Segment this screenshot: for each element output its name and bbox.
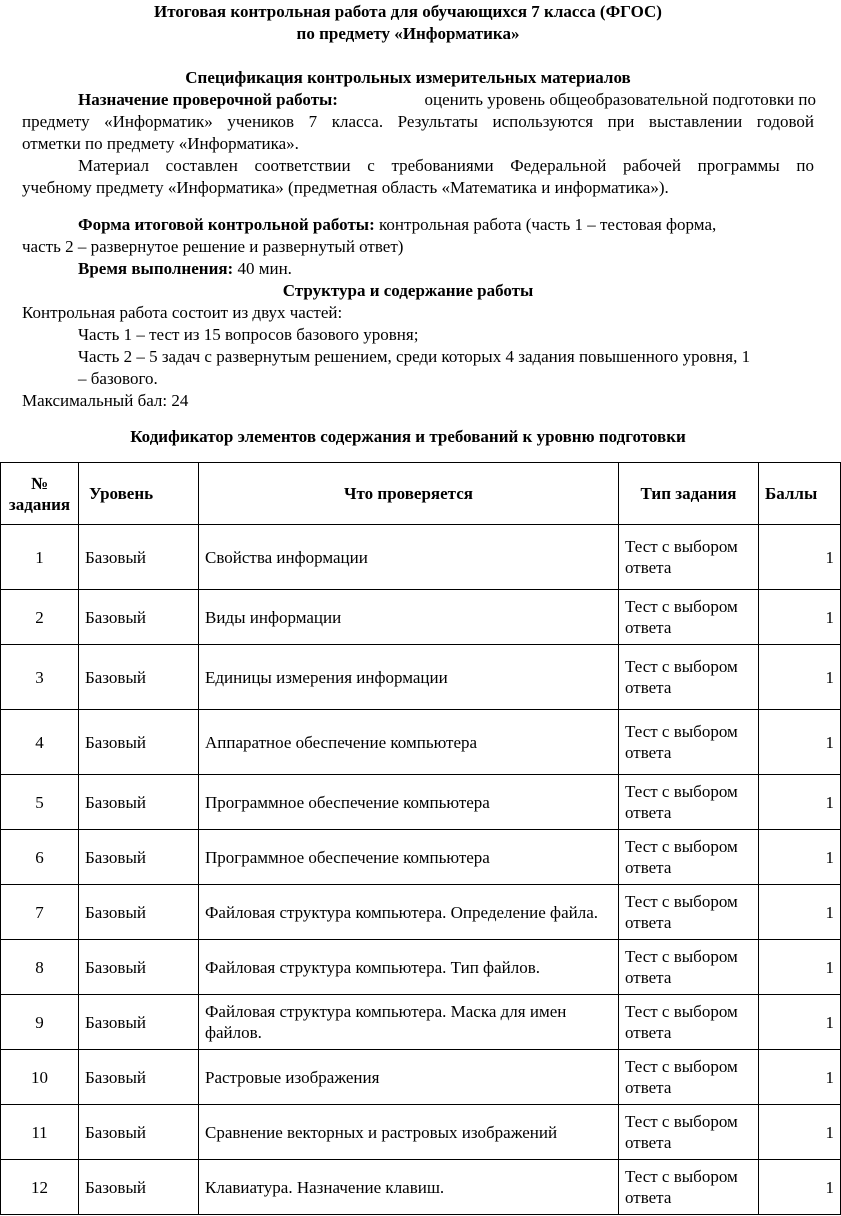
task-number-cell: 6: [1, 830, 79, 885]
points-cell: 1: [759, 590, 841, 645]
what-checked-cell: Файловая структура компьютера. Маска для имен файлов.: [199, 995, 619, 1050]
what-checked-cell: Файловая структура компьютера. Тип файлов.: [199, 940, 619, 995]
task-type-cell: Тест с выбором ответа: [619, 590, 759, 645]
table-row: [1, 590, 841, 645]
task-number-cell: 10: [1, 1050, 79, 1105]
structure-title: Структура и содержание работы: [282, 281, 534, 300]
level-cell: Базовый: [79, 1105, 199, 1160]
what-checked-cell: Программное обеспечение компьютера: [199, 775, 619, 830]
table-row: [1, 995, 841, 1050]
structure-intro: Контрольная работа состоит из двух частей:: [22, 303, 343, 322]
what-checked-cell: Растровые изображения: [199, 1050, 619, 1105]
task-type-cell: Тест с выбором ответа: [619, 995, 759, 1050]
table-header-row: [1, 463, 841, 525]
table-row: [1, 1050, 841, 1105]
what-checked-cell: Свойства информации: [199, 525, 619, 590]
purpose-text-start: оценить уровень общеобразовательной подготовки по: [424, 90, 816, 109]
level-cell: Базовый: [79, 885, 199, 940]
codifier-title: Кодификатор элементов содержания и требований к уровню подготовки: [130, 427, 686, 446]
points-cell: 1: [759, 1160, 841, 1215]
what-checked-cell: Программное обеспечение компьютера: [199, 830, 619, 885]
points-cell: 1: [759, 830, 841, 885]
header-type: Тип задания: [619, 463, 759, 525]
table-row: [1, 525, 841, 590]
table-row: [1, 940, 841, 995]
document-title-line2: по предмету «Информатика»: [296, 24, 520, 43]
points-cell: 1: [759, 1105, 841, 1160]
task-number-cell: 5: [1, 775, 79, 830]
level-cell: Базовый: [79, 710, 199, 775]
task-type-cell: Тест с выбором ответа: [619, 775, 759, 830]
task-type-cell: Тест с выбором ответа: [619, 885, 759, 940]
codifier-table: [0, 462, 841, 1215]
level-cell: Базовый: [79, 830, 199, 885]
header-level: Уровень: [79, 463, 199, 525]
table-body: [1, 525, 841, 1215]
task-type-cell: Тест с выбором ответа: [619, 830, 759, 885]
task-number-cell: 2: [1, 590, 79, 645]
task-number-cell: 3: [1, 645, 79, 710]
level-cell: Базовый: [79, 775, 199, 830]
task-type-cell: Тест с выбором ответа: [619, 710, 759, 775]
document-title-line1: Итоговая контрольная работа для обучающихся 7 класса (ФГОС): [154, 2, 662, 21]
time-label: Время выполнения:: [78, 259, 234, 278]
form-label: Форма итоговой контрольной работы:: [78, 215, 375, 234]
points-cell: 1: [759, 940, 841, 995]
what-checked-cell: Виды информации: [199, 590, 619, 645]
table-row: [1, 775, 841, 830]
purpose-line3: отметки по предмету «Информатика».: [22, 134, 299, 153]
level-cell: Базовый: [79, 590, 199, 645]
structure-part1: Часть 1 – тест из 15 вопросов базового уровня;: [78, 325, 419, 344]
what-checked-cell: Файловая структура компьютера. Определение файла.: [199, 885, 619, 940]
purpose-line2: предмету «Информатик» учеников 7 класса. Результаты используются при выставлении годовой: [22, 112, 814, 131]
structure-part2-line1: Часть 2 – 5 задач с развернутым решением, среди которых 4 задания повышенного уровня, 1: [78, 347, 751, 366]
header-what: Что проверяется: [199, 463, 619, 525]
time-value: 40 мин.: [237, 259, 292, 278]
level-cell: Базовый: [79, 940, 199, 995]
task-type-cell: Тест с выбором ответа: [619, 645, 759, 710]
level-cell: Базовый: [79, 525, 199, 590]
task-type-cell: Тест с выбором ответа: [619, 1105, 759, 1160]
material-line2: учебному предмету «Информатика» (предметная область «Математика и информатика»).: [22, 178, 669, 197]
task-number-cell: 9: [1, 995, 79, 1050]
header-num-word: задания: [8, 494, 71, 514]
task-type-cell: Тест с выбором ответа: [619, 940, 759, 995]
task-number-cell: 7: [1, 885, 79, 940]
table-row: [1, 710, 841, 775]
level-cell: Базовый: [79, 1160, 199, 1215]
header-task-number: [1, 463, 79, 525]
what-checked-cell: Единицы измерения информации: [199, 645, 619, 710]
table-row: [1, 1105, 841, 1160]
level-cell: Базовый: [79, 1050, 199, 1105]
task-number-cell: 8: [1, 940, 79, 995]
task-type-cell: Тест с выбором ответа: [619, 1160, 759, 1215]
points-cell: 1: [759, 885, 841, 940]
points-cell: 1: [759, 995, 841, 1050]
table-row: [1, 1160, 841, 1215]
time-line: [78, 258, 292, 280]
task-number-cell: 12: [1, 1160, 79, 1215]
points-cell: 1: [759, 525, 841, 590]
what-checked-cell: Аппаратное обеспечение компьютера: [199, 710, 619, 775]
level-cell: Базовый: [79, 995, 199, 1050]
level-cell: Базовый: [79, 645, 199, 710]
points-cell: 1: [759, 645, 841, 710]
form-line1: [78, 214, 716, 236]
material-line1: Материал составлен соответствии с требованиями Федеральной рабочей программы по: [78, 156, 814, 175]
form-line2: часть 2 – развернутое решение и развернутый ответ): [22, 237, 404, 256]
table-row: [1, 885, 841, 940]
table-row: [1, 645, 841, 710]
header-num-symbol: №: [30, 473, 49, 493]
table-row: [1, 830, 841, 885]
task-number-cell: 11: [1, 1105, 79, 1160]
points-cell: 1: [759, 1050, 841, 1105]
points-cell: 1: [759, 710, 841, 775]
task-number-cell: 1: [1, 525, 79, 590]
spec-title: Спецификация контрольных измерительных материалов: [185, 68, 631, 87]
what-checked-cell: Клавиатура. Назначение клавиш.: [199, 1160, 619, 1215]
task-type-cell: Тест с выбором ответа: [619, 525, 759, 590]
purpose-line1: [78, 89, 816, 111]
header-points: Баллы: [759, 463, 841, 525]
max-score: Максимальный бал: 24: [22, 391, 189, 410]
points-cell: 1: [759, 775, 841, 830]
task-number-cell: 4: [1, 710, 79, 775]
purpose-label: Назначение проверочной работы:: [78, 90, 338, 109]
task-type-cell: Тест с выбором ответа: [619, 1050, 759, 1105]
structure-part2-line2: – базового.: [78, 369, 158, 388]
form-text-start: контрольная работа (часть 1 – тестовая форма,: [378, 215, 717, 234]
what-checked-cell: Сравнение векторных и растровых изображений: [199, 1105, 619, 1160]
